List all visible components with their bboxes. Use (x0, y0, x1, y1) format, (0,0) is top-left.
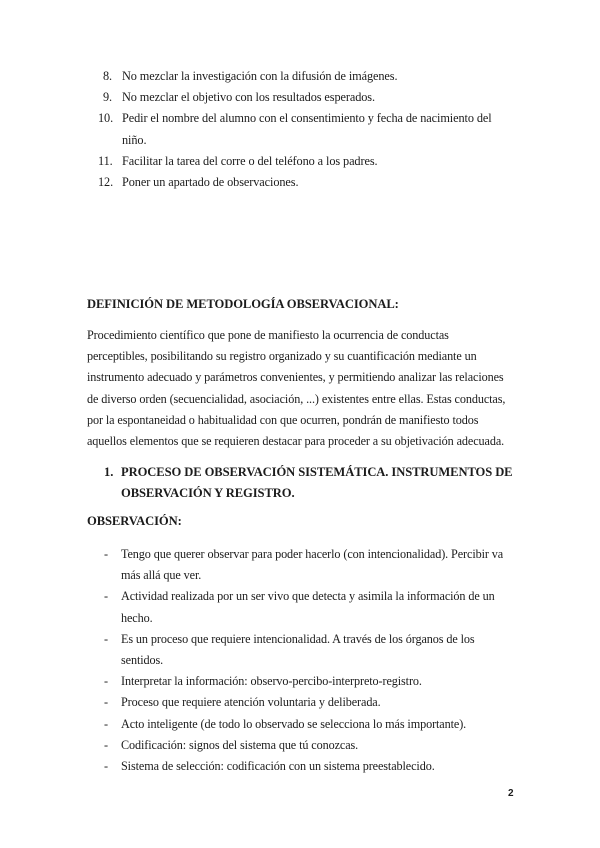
bullet-dash: - (104, 716, 108, 731)
paragraph-line: aquellos elementos que se requieren destacar para proceder a su objetivación adecuada. (87, 434, 505, 449)
list-item (98, 108, 503, 150)
list-item-text: Pedir el nombre del alumno con el consentimiento y fecha de nacimiento del niño. (122, 111, 492, 147)
paragraph-line: perceptibles, posibilitando su registro organizado y su cuantificación mediante un (87, 349, 477, 364)
list-item-number: 8. (103, 69, 113, 83)
list-item-text: Es un proceso que requiere intencionalidad. A través de los órganos de los sentidos. (121, 631, 475, 668)
bullet-dash: - (104, 547, 108, 561)
paragraph-line: por la espontaneidad o habitualidad con que ocurren, pondrán de manifiesto todos (87, 412, 479, 427)
list-item-text: Sistema de selección: codificación con un sistema preestablecido. (121, 759, 435, 774)
definition-paragraph (87, 325, 517, 452)
bullet-dash: - (104, 674, 108, 689)
list-item (104, 735, 514, 756)
bullet-dash: - (104, 759, 108, 774)
list-item (104, 692, 514, 713)
bullet-dash: - (104, 695, 108, 710)
bullet-dash: - (104, 631, 108, 646)
bullet-dash: - (104, 737, 108, 752)
bullet-dash: - (104, 589, 108, 604)
definition-heading: DEFINICIÓN DE METODOLOGÍA OBSERVACIONAL: (87, 297, 399, 311)
numbered-list (98, 66, 503, 193)
list-item-number: 10. (98, 111, 114, 126)
list-item (103, 87, 503, 108)
section-number: 1. (104, 465, 114, 479)
list-item-text: Facilitar la tarea del corre o del teléfono a los padres. (122, 153, 378, 168)
list-item-number: 12. (98, 175, 114, 190)
list-item (104, 544, 514, 586)
list-item-text: Interpretar la información: observo-percibo-interpreto-registro. (121, 674, 422, 689)
page-number: 2 (508, 788, 514, 799)
list-item-number: 9. (103, 90, 113, 105)
list-item (103, 66, 503, 87)
list-item-text: Poner un apartado de observaciones. (122, 175, 299, 190)
list-item (98, 172, 503, 193)
list-item-text: No mezclar la investigación con la difusión de imágenes. (122, 69, 398, 83)
paragraph-line: de diverso orden (secuencialidad, asociación, ...) existentes entre ellas. Estas conductas, (87, 391, 506, 406)
list-item (104, 714, 514, 735)
list-item-text: Actividad realizada por un ser vivo que detecta y asimila la información de un hecho. (121, 589, 495, 625)
list-item-text: Acto inteligente (de todo lo observado se selecciona lo más importante). (121, 716, 467, 731)
paragraph-line: instrumento adecuado y parámetros convenientes, y permitiendo analizar las relaciones (87, 370, 504, 385)
list-item-text: Proceso que requiere atención voluntaria y deliberada. (121, 695, 381, 710)
list-item-number: 11. (98, 153, 113, 168)
list-item-text: Codificación: signos del sistema que tú conozcas. (121, 737, 359, 752)
section-heading (104, 462, 514, 504)
observation-heading: OBSERVACIÓN: (87, 514, 182, 528)
list-item (98, 151, 503, 172)
list-item-text: Tengo que querer observar para poder hacerlo (con intencionalidad). Percibir va más allá que ver. (121, 547, 504, 583)
list-item (104, 756, 514, 777)
list-item-text: No mezclar el objetivo con los resultados esperados. (122, 90, 375, 105)
list-item (104, 629, 514, 671)
list-item (104, 586, 514, 628)
paragraph-line: Procedimiento científico que pone de manifiesto la ocurrencia de conductas (87, 328, 449, 342)
section-title: PROCESO DE OBSERVACIÓN SISTEMÁTICA. INSTRUMENTOS DE OBSERVACIÓN Y REGISTRO. (121, 465, 513, 500)
list-item (104, 671, 514, 692)
observation-list (104, 544, 514, 777)
